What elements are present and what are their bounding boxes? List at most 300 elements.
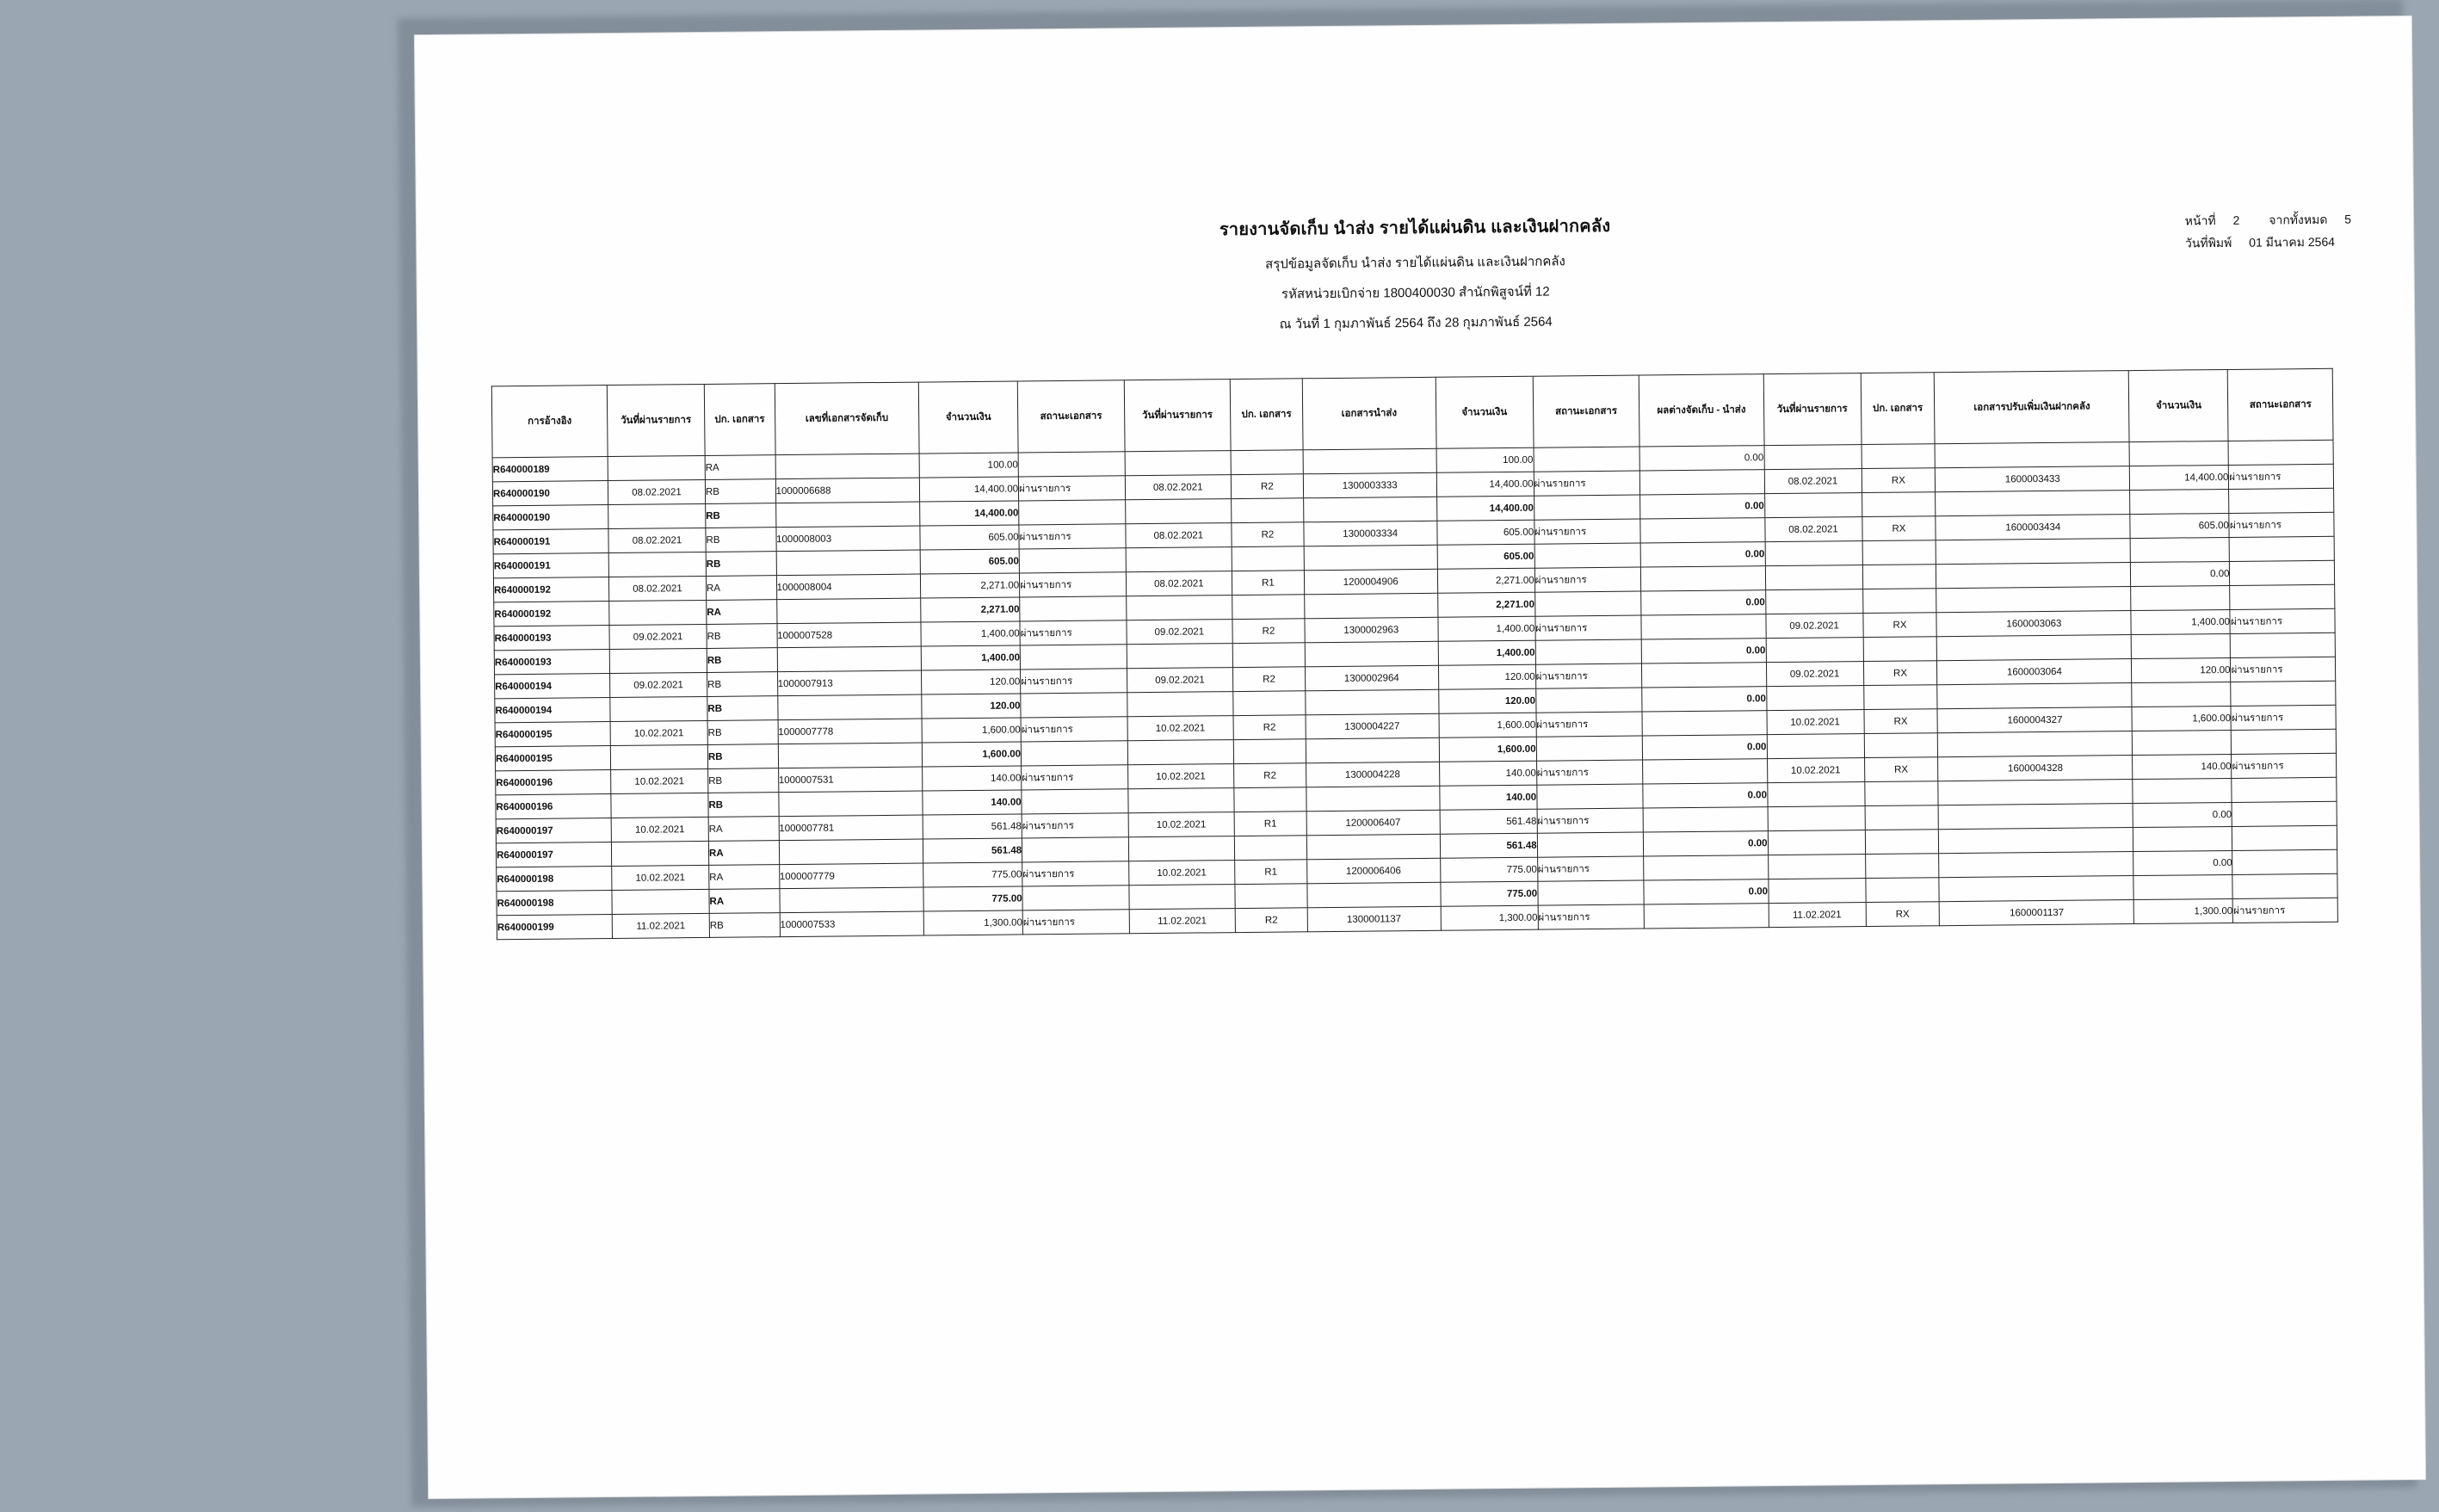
cell-r5-c8: 1200004906: [1304, 569, 1437, 594]
cell-r8-c12: [1766, 638, 1863, 663]
cell-r0-c14: [1935, 442, 2129, 468]
cell-r4-c9: 605.00: [1437, 544, 1534, 569]
cell-r16-c9: 561.48: [1440, 833, 1537, 858]
cell-r15-c10: ผ่านรายการ: [1537, 808, 1644, 833]
cell-r1-c2: RB: [705, 479, 775, 504]
cell-r10-c1: [610, 696, 707, 721]
cell-r6-c0: R640000192: [494, 602, 609, 626]
cell-r13-c9: 140.00: [1439, 761, 1536, 786]
cell-r5-c15: 0.00: [2131, 561, 2230, 586]
cell-r8-c8: [1305, 641, 1438, 666]
cell-r1-c13: RX: [1862, 468, 1936, 493]
cell-r8-c0: R640000193: [494, 650, 609, 675]
cell-r0-c0: R640000189: [492, 457, 608, 482]
cell-r14-c15: [2133, 778, 2232, 803]
cell-r10-c9: 120.00: [1438, 688, 1535, 713]
cell-r6-c16: [2230, 584, 2335, 609]
cell-r2-c10: [1534, 495, 1640, 520]
cell-r3-c1: 08.02.2021: [608, 528, 706, 552]
cell-r12-c13: [1864, 733, 1938, 758]
cell-r3-c0: R640000191: [493, 529, 608, 554]
cell-r2-c4: 14,400.00: [920, 501, 1019, 526]
cell-r0-c5: [1018, 452, 1125, 477]
cell-r16-c8: [1306, 834, 1440, 859]
cell-r2-c3: [775, 502, 920, 528]
cell-r12-c4: 1,600.00: [922, 742, 1021, 767]
cell-r18-c8: [1307, 882, 1441, 907]
cell-r10-c10: [1535, 688, 1642, 713]
cell-r19-c5: ผ่านรายการ: [1022, 910, 1129, 935]
cell-r19-c3: 1000007533: [780, 911, 924, 937]
cell-r18-c12: [1768, 879, 1865, 904]
cell-r0-c11: 0.00: [1639, 446, 1764, 471]
report-period: ณ วันที่ 1 กุมภาพันธ์ 2564 ถึง 28 กุมภาพันธ์ 2564: [1279, 314, 1553, 332]
cell-r13-c7: R2: [1234, 763, 1306, 788]
cell-r14-c1: [611, 793, 708, 818]
cell-r10-c0: R640000194: [495, 698, 610, 723]
cell-r1-c10: ผ่านรายการ: [1534, 471, 1640, 496]
cell-r12-c12: [1767, 734, 1864, 759]
cell-r5-c14: [1936, 563, 2131, 589]
cell-r16-c7: [1234, 836, 1306, 861]
cell-r2-c6: [1125, 499, 1232, 524]
col-head-1: วันที่ผ่านรายการ: [607, 384, 705, 456]
cell-r11-c10: ผ่านรายการ: [1536, 712, 1643, 737]
cell-r16-c2: RA: [708, 841, 779, 866]
cell-r18-c9: 775.00: [1441, 881, 1538, 906]
cell-r16-c3: [779, 839, 923, 865]
cell-r17-c11: [1644, 855, 1769, 880]
cell-r7-c13: RX: [1862, 613, 1936, 638]
cell-r16-c15: [2133, 826, 2232, 851]
cell-r13-c1: 10.02.2021: [611, 768, 708, 793]
cell-r11-c8: 1300004227: [1306, 713, 1439, 738]
cell-r10-c8: [1306, 689, 1439, 714]
cell-r3-c9: 605.00: [1436, 520, 1534, 545]
cell-r4-c16: [2230, 536, 2335, 561]
cell-r15-c11: [1643, 807, 1768, 832]
cell-r0-c12: [1764, 445, 1862, 470]
cell-r9-c14: 1600003064: [1937, 659, 2132, 685]
cell-r3-c11: [1640, 518, 1765, 543]
cell-r13-c0: R640000196: [496, 770, 611, 795]
cell-r5-c13: [1862, 565, 1936, 589]
cell-r16-c14: [1939, 828, 2133, 854]
cell-r15-c16: [2232, 801, 2337, 826]
cell-r12-c8: [1306, 737, 1439, 762]
cell-r5-c11: [1641, 566, 1766, 591]
col-head-5: สถานะเอกสาร: [1017, 380, 1124, 453]
cell-r11-c3: 1000007778: [778, 719, 923, 744]
cell-r7-c11: [1641, 614, 1766, 639]
cell-r8-c16: [2231, 633, 2336, 657]
cell-r15-c14: [1938, 804, 2133, 830]
cell-r8-c6: [1127, 644, 1233, 669]
cell-r5-c5: ผ่านรายการ: [1020, 572, 1127, 597]
cell-r1-c4: 14,400.00: [919, 477, 1018, 502]
cell-r18-c4: 775.00: [923, 886, 1022, 911]
cell-r4-c10: [1534, 543, 1641, 568]
cell-r3-c12: 08.02.2021: [1764, 517, 1862, 542]
cell-r8-c10: [1535, 639, 1642, 664]
cell-r5-c10: ผ่านรายการ: [1534, 567, 1641, 592]
cell-r13-c10: ผ่านรายการ: [1536, 760, 1643, 785]
cell-r16-c13: [1865, 830, 1939, 855]
cell-r6-c6: [1126, 596, 1232, 620]
cell-r14-c8: [1306, 786, 1440, 811]
cell-r11-c16: ผ่านรายการ: [2231, 705, 2336, 730]
cell-r5-c6: 08.02.2021: [1126, 571, 1232, 596]
cell-r1-c7: R2: [1231, 474, 1303, 499]
cell-r12-c3: [778, 743, 923, 768]
cell-r8-c9: 1,400.00: [1438, 640, 1535, 665]
cell-r17-c12: [1768, 855, 1865, 879]
cell-r18-c14: [1939, 876, 2133, 902]
col-head-10: สถานะเอกสาร: [1533, 375, 1639, 447]
cell-r1-c16: ผ่านรายการ: [2229, 464, 2334, 489]
cell-r5-c2: RA: [706, 576, 776, 601]
cell-r19-c11: [1644, 904, 1769, 929]
cell-r2-c13: [1862, 492, 1936, 517]
cell-r0-c8: [1303, 448, 1436, 473]
cell-r2-c15: [2130, 489, 2229, 514]
cell-r14-c3: [778, 791, 923, 817]
cell-r2-c5: [1019, 500, 1126, 525]
cell-r3-c13: RX: [1862, 516, 1936, 541]
cell-r7-c4: 1,400.00: [921, 621, 1020, 646]
cell-r3-c15: 605.00: [2130, 513, 2229, 538]
report-subtitle: สรุปข้อมูลจัดเก็บ นำส่ง รายได้แผ่นดิน และเงินฝากคลัง: [1265, 254, 1565, 272]
cell-r12-c6: [1127, 740, 1234, 765]
cell-r9-c0: R640000194: [495, 674, 610, 699]
cell-r11-c1: 10.02.2021: [610, 720, 707, 745]
cell-r10-c6: [1127, 692, 1233, 717]
cell-r13-c11: [1643, 759, 1768, 784]
cell-r3-c5: ผ่านรายการ: [1019, 524, 1126, 549]
cell-r11-c14: 1600004327: [1937, 707, 2132, 733]
report-title: รายงานจัดเก็บ นำส่ง รายได้แผ่นดิน และเงินฝากคลัง: [1219, 216, 1611, 240]
cell-r15-c0: R640000197: [496, 818, 611, 843]
cell-r18-c7: [1235, 884, 1307, 909]
document-header: [417, 204, 2414, 343]
cell-r6-c1: [609, 600, 707, 625]
cell-r1-c9: 14,400.00: [1436, 472, 1534, 497]
cell-r0-c3: [775, 454, 920, 479]
cell-r6-c15: [2131, 585, 2230, 610]
table-body: [492, 440, 2337, 940]
cell-r15-c12: [1768, 806, 1865, 831]
cell-r11-c12: 10.02.2021: [1767, 710, 1864, 735]
cell-r19-c16: ผ่านรายการ: [2233, 898, 2338, 923]
cell-r0-c6: [1125, 451, 1232, 476]
cell-r19-c9: 1,300.00: [1441, 905, 1538, 930]
cell-r15-c9: 561.48: [1440, 809, 1537, 834]
page-meta: [2185, 208, 2352, 255]
cell-r4-c0: R640000191: [493, 553, 608, 578]
cell-r7-c10: ผ่านรายการ: [1535, 615, 1642, 640]
cell-r13-c2: RB: [708, 768, 779, 793]
cell-r0-c10: [1534, 447, 1640, 472]
cell-r18-c0: R640000198: [497, 891, 612, 916]
cell-r17-c10: ผ่านรายการ: [1537, 856, 1644, 881]
cell-r2-c7: [1232, 498, 1304, 523]
cell-r6-c4: 2,271.00: [921, 597, 1020, 622]
cell-r13-c8: 1300004228: [1306, 762, 1439, 787]
cell-r17-c1: 10.02.2021: [612, 865, 709, 890]
cell-r10-c14: [1937, 683, 2132, 709]
cell-r4-c6: [1126, 547, 1232, 572]
cell-r3-c2: RB: [706, 528, 776, 552]
cell-r8-c5: [1020, 645, 1127, 670]
cell-r2-c12: [1764, 493, 1862, 518]
cell-r3-c7: R2: [1232, 522, 1304, 547]
cell-r11-c9: 1,600.00: [1439, 713, 1536, 737]
cell-r18-c16: [2232, 873, 2337, 898]
cell-r7-c9: 1,400.00: [1438, 616, 1535, 641]
col-head-14: เอกสารปรับเพิ่มเงินฝากคลัง: [1935, 371, 2130, 444]
cell-r1-c15: 14,400.00: [2130, 465, 2229, 490]
cell-r4-c11: 0.00: [1640, 542, 1765, 567]
cell-r11-c13: RX: [1864, 709, 1938, 734]
cell-r0-c2: RA: [705, 455, 775, 480]
cell-r9-c10: ผ่านรายการ: [1535, 663, 1642, 688]
cell-r10-c2: RB: [707, 696, 778, 721]
cell-r9-c1: 09.02.2021: [609, 672, 707, 697]
cell-r4-c5: [1019, 548, 1126, 573]
cell-r14-c4: 140.00: [923, 790, 1022, 815]
cell-r19-c14: 1600001137: [1939, 900, 2133, 926]
page-label: หน้าที่: [2184, 213, 2216, 228]
cell-r15-c13: [1865, 805, 1939, 830]
cell-r16-c6: [1128, 836, 1235, 861]
cell-r2-c1: [608, 503, 706, 528]
cell-r2-c8: [1303, 497, 1436, 521]
cell-r12-c1: [610, 744, 707, 769]
print-date-row: [2185, 231, 2352, 255]
cell-r4-c3: [776, 550, 921, 576]
cell-r17-c4: 775.00: [923, 862, 1022, 887]
cell-r19-c4: 1,300.00: [923, 910, 1022, 935]
cell-r11-c6: 10.02.2021: [1127, 716, 1234, 741]
cell-r5-c0: R640000192: [493, 577, 608, 602]
cell-r7-c14: 1600003063: [1936, 611, 2131, 637]
cell-r1-c1: 08.02.2021: [608, 479, 705, 504]
cell-r11-c7: R2: [1233, 715, 1306, 740]
cell-r17-c13: [1865, 854, 1939, 879]
cell-r5-c9: 2,271.00: [1437, 568, 1534, 593]
cell-r4-c1: [608, 552, 706, 577]
report-unit-code: รหัสหน่วยเบิกจ่าย 1800400030 สำนักพิสูจน์ที่ 12: [1281, 284, 1550, 302]
cell-r19-c8: 1300001137: [1307, 906, 1441, 931]
page-of-label: จากทั้งหมด: [2269, 212, 2328, 227]
cell-r14-c7: [1234, 787, 1306, 812]
cell-r10-c15: [2132, 682, 2231, 707]
cell-r3-c14: 1600003434: [1936, 515, 2130, 540]
cell-r19-c15: 1,300.00: [2133, 898, 2232, 923]
cell-r15-c8: 1200006407: [1306, 810, 1440, 835]
cell-r6-c12: [1765, 589, 1862, 614]
cell-r7-c1: 09.02.2021: [609, 624, 707, 649]
cell-r1-c3: 1000006688: [775, 478, 920, 503]
cell-r11-c0: R640000195: [495, 722, 610, 747]
col-head-15: จำนวนเงิน: [2129, 369, 2229, 441]
cell-r17-c7: R1: [1235, 860, 1307, 885]
col-head-2: ปก. เอกสาร: [704, 384, 775, 456]
cell-r10-c4: 120.00: [922, 694, 1021, 719]
cell-r6-c8: [1304, 593, 1437, 618]
cell-r13-c12: 10.02.2021: [1767, 758, 1864, 783]
cell-r9-c9: 120.00: [1438, 664, 1535, 689]
cell-r2-c16: [2229, 488, 2334, 513]
cell-r12-c14: [1938, 731, 2133, 757]
page-current: 2: [2232, 213, 2240, 227]
col-head-12: วันที่ผ่านรายการ: [1763, 373, 1862, 446]
cell-r5-c12: [1765, 565, 1862, 590]
cell-r16-c0: R640000197: [496, 842, 611, 867]
cell-r7-c15: 1,400.00: [2131, 609, 2230, 634]
cell-r15-c5: ผ่านรายการ: [1022, 813, 1128, 838]
cell-r17-c14: [1939, 852, 2133, 878]
cell-r14-c5: [1022, 789, 1128, 814]
cell-r1-c11: [1639, 470, 1764, 495]
cell-r18-c11: 0.00: [1644, 879, 1769, 904]
col-head-11: ผลต่างจัดเก็บ - นำส่ง: [1639, 374, 1763, 447]
cell-r12-c16: [2232, 729, 2337, 754]
cell-r8-c3: [777, 646, 922, 672]
cell-r7-c8: 1300002963: [1305, 617, 1438, 642]
cell-r19-c2: RB: [709, 913, 780, 938]
col-head-3: เลขที่เอกสารจัดเก็บ: [775, 382, 919, 455]
col-head-16: สถานะเอกสาร: [2228, 368, 2333, 441]
col-head-0: การอ้างอิง: [491, 386, 608, 458]
cell-r7-c3: 1000007528: [777, 622, 922, 648]
cell-r4-c15: [2130, 537, 2229, 562]
cell-r8-c7: [1232, 643, 1305, 668]
col-head-9: จำนวนเงิน: [1436, 376, 1534, 448]
cell-r6-c5: [1020, 596, 1127, 621]
cell-r9-c13: RX: [1863, 661, 1937, 686]
cell-r8-c13: [1863, 637, 1937, 662]
cell-r7-c0: R640000193: [494, 626, 609, 651]
cell-r9-c3: 1000007913: [777, 670, 922, 696]
cell-r4-c2: RB: [706, 552, 776, 577]
document-page: [415, 16, 2425, 1498]
cell-r17-c9: 775.00: [1440, 857, 1537, 882]
cell-r6-c11: 0.00: [1641, 590, 1766, 615]
cell-r8-c2: RB: [707, 648, 777, 673]
cell-r15-c3: 1000007781: [779, 815, 923, 841]
cell-r8-c4: 1,400.00: [921, 645, 1020, 670]
cell-r9-c12: 09.02.2021: [1766, 662, 1863, 687]
page-total: 5: [2344, 212, 2352, 226]
report-table-wrap: [491, 368, 2338, 941]
cell-r11-c15: 1,600.00: [2132, 706, 2231, 731]
cell-r8-c14: [1937, 635, 2132, 661]
cell-r15-c15: 0.00: [2133, 802, 2232, 827]
col-head-7: ปก. เอกสาร: [1230, 379, 1302, 451]
cell-r9-c7: R2: [1233, 667, 1306, 692]
cell-r15-c7: R1: [1234, 812, 1306, 836]
cell-r6-c2: RA: [707, 600, 777, 625]
cell-r9-c11: [1642, 663, 1767, 688]
cell-r6-c14: [1936, 587, 2131, 613]
cell-r12-c7: [1233, 739, 1306, 764]
cell-r3-c10: ผ่านรายการ: [1534, 519, 1640, 544]
cell-r12-c5: [1021, 741, 1127, 766]
cell-r12-c10: [1536, 736, 1643, 761]
cell-r17-c15: 0.00: [2133, 850, 2232, 875]
cell-r15-c4: 561.48: [923, 814, 1022, 839]
cell-r17-c16: [2232, 849, 2337, 874]
cell-r2-c11: 0.00: [1640, 494, 1765, 519]
cell-r7-c6: 09.02.2021: [1127, 620, 1233, 645]
cell-r10-c13: [1863, 685, 1937, 710]
cell-r1-c8: 1300003333: [1303, 472, 1436, 497]
cell-r3-c3: 1000008003: [775, 526, 920, 552]
cell-r2-c2: RB: [706, 503, 776, 528]
cell-r9-c5: ผ่านรายการ: [1021, 669, 1127, 694]
cell-r17-c6: 10.02.2021: [1128, 861, 1235, 886]
cell-r0-c16: [2228, 440, 2333, 465]
cell-r4-c4: 605.00: [920, 549, 1019, 574]
cell-r16-c5: [1022, 837, 1128, 862]
cell-r7-c5: ผ่านรายการ: [1020, 620, 1127, 645]
cell-r19-c12: 11.02.2021: [1769, 903, 1866, 928]
cell-r3-c6: 08.02.2021: [1125, 523, 1232, 548]
cell-r19-c0: R640000199: [497, 915, 612, 940]
cell-r16-c4: 561.48: [923, 838, 1022, 863]
cell-r5-c3: 1000008004: [776, 574, 921, 600]
cell-r8-c11: 0.00: [1641, 639, 1766, 663]
cell-r16-c12: [1768, 830, 1865, 855]
cell-r17-c2: RA: [709, 865, 780, 890]
cell-r17-c8: 1200006406: [1306, 858, 1440, 883]
cell-r4-c8: [1304, 545, 1437, 570]
cell-r13-c16: ผ่านรายการ: [2232, 753, 2337, 778]
cell-r9-c2: RB: [707, 672, 777, 697]
cell-r15-c2: RA: [708, 817, 779, 842]
cell-r18-c5: [1022, 886, 1129, 910]
cell-r9-c6: 09.02.2021: [1127, 668, 1233, 693]
cell-r7-c2: RB: [707, 624, 777, 649]
cell-r14-c11: 0.00: [1643, 783, 1768, 808]
cell-r4-c12: [1765, 541, 1862, 566]
cell-r12-c9: 1,600.00: [1439, 737, 1536, 762]
cell-r1-c5: ผ่านรายการ: [1018, 476, 1125, 501]
cell-r3-c8: 1300003334: [1304, 521, 1437, 546]
cell-r2-c14: [1936, 491, 2130, 516]
cell-r3-c16: ผ่านรายการ: [2229, 512, 2334, 537]
cell-r10-c12: [1766, 686, 1863, 711]
cell-r13-c6: 10.02.2021: [1127, 764, 1234, 789]
col-head-13: ปก. เอกสาร: [1861, 373, 1936, 445]
cell-r17-c3: 1000007779: [779, 863, 923, 889]
cell-r16-c1: [611, 841, 708, 866]
cell-r4-c14: [1936, 539, 2130, 565]
cell-r13-c5: ผ่านรายการ: [1022, 765, 1128, 790]
cell-r14-c2: RB: [708, 793, 779, 818]
cell-r14-c10: [1536, 784, 1643, 809]
cell-r18-c13: [1865, 878, 1939, 903]
cell-r18-c3: [780, 887, 924, 913]
cell-r5-c1: 08.02.2021: [608, 576, 706, 601]
cell-r9-c4: 120.00: [922, 670, 1021, 694]
cell-r5-c4: 2,271.00: [920, 573, 1019, 598]
cell-r0-c7: [1231, 450, 1303, 475]
cell-r2-c9: 14,400.00: [1436, 496, 1534, 521]
cell-r9-c16: ผ่านรายการ: [2231, 657, 2336, 682]
cell-r13-c13: RX: [1864, 757, 1938, 782]
